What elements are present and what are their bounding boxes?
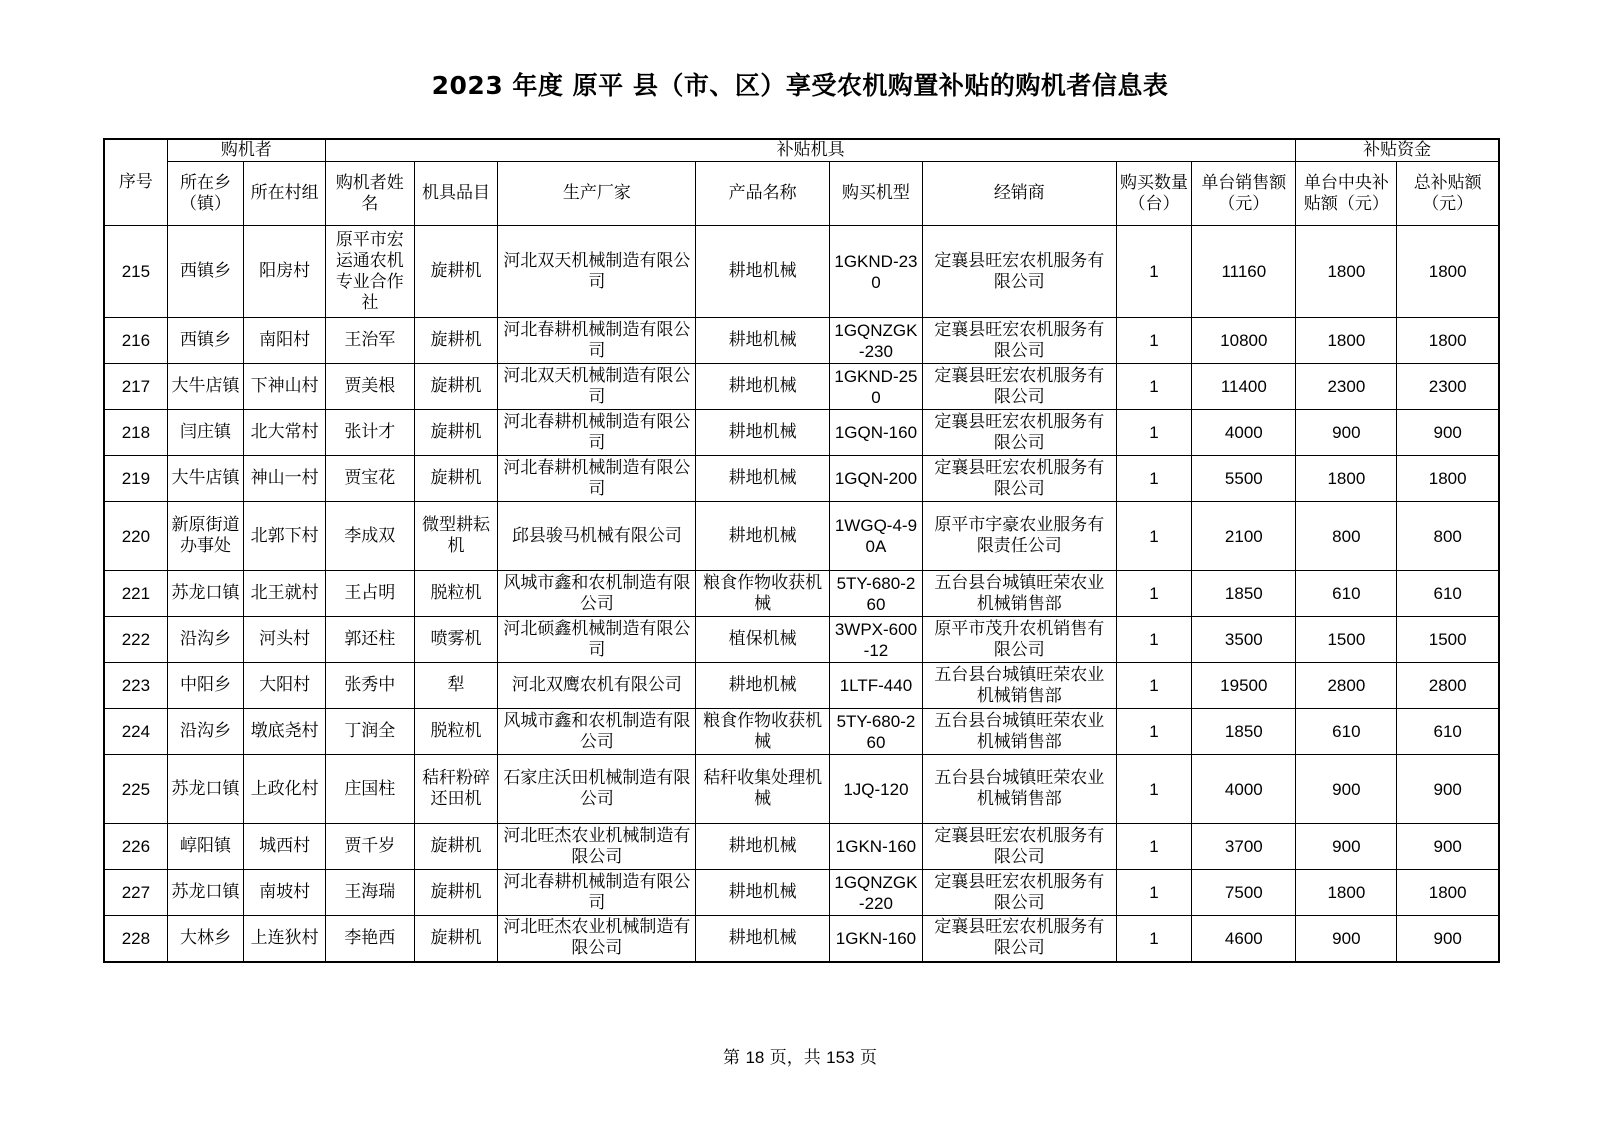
cell-dealer: 五台县台城镇旺荣农业机械销售部 [922,663,1116,709]
cell-buyer-name: 贾千岁 [325,824,414,870]
cell-unit-price: 10800 [1192,318,1296,364]
cell-total-subsidy: 610 [1397,571,1499,617]
cell-product: 耕地机械 [696,870,830,916]
table-row [104,226,1499,318]
cell-dealer: 原平市宇豪农业服务有限责任公司 [922,502,1116,571]
cell-dealer: 五台县台城镇旺荣农业机械销售部 [922,709,1116,755]
cell-quantity: 1 [1116,571,1192,617]
cell-central-subsidy: 900 [1296,755,1397,824]
cell-seq: 217 [104,364,167,410]
table-row [104,709,1499,755]
cell-township: 大牛店镇 [167,456,244,502]
cell-manufacturer: 河北双天机械制造有限公司 [498,226,696,318]
cell-manufacturer: 石家庄沃田机械制造有限公司 [498,755,696,824]
table-row [104,663,1499,709]
cell-model: 1GQNZGK-230 [830,318,923,364]
cell-township: 大林乡 [167,916,244,962]
cell-total-subsidy: 900 [1397,755,1499,824]
cell-category: 旋耕机 [414,456,498,502]
cell-buyer-name: 庄国柱 [325,755,414,824]
cell-dealer: 定襄县旺宏农机服务有限公司 [922,226,1116,318]
cell-quantity: 1 [1116,824,1192,870]
cell-category: 旋耕机 [414,916,498,962]
cell-product: 耕地机械 [696,663,830,709]
cell-dealer: 定襄县旺宏农机服务有限公司 [922,318,1116,364]
cell-seq: 218 [104,410,167,456]
cell-total-subsidy: 900 [1397,410,1499,456]
table-row [104,318,1499,364]
cell-manufacturer: 河北春耕机械制造有限公司 [498,456,696,502]
header-category: 机具品目 [414,162,498,226]
cell-total-subsidy: 1500 [1397,617,1499,663]
cell-product: 耕地机械 [696,318,830,364]
cell-product: 耕地机械 [696,824,830,870]
cell-seq: 223 [104,663,167,709]
cell-central-subsidy: 1800 [1296,870,1397,916]
cell-model: 1JQ-120 [830,755,923,824]
cell-village: 北郭下村 [244,502,326,571]
table-row [104,870,1499,916]
cell-total-subsidy: 2300 [1397,364,1499,410]
cell-village: 下神山村 [244,364,326,410]
cell-buyer-name: 张计才 [325,410,414,456]
cell-category: 旋耕机 [414,226,498,318]
cell-dealer: 定襄县旺宏农机服务有限公司 [922,364,1116,410]
cell-manufacturer: 河北旺杰农业机械制造有限公司 [498,824,696,870]
cell-unit-price: 3700 [1192,824,1296,870]
cell-model: 5TY-680-260 [830,709,923,755]
cell-manufacturer: 风城市鑫和农机制造有限公司 [498,709,696,755]
cell-category: 旋耕机 [414,410,498,456]
table-row [104,916,1499,962]
cell-dealer: 定襄县旺宏农机服务有限公司 [922,916,1116,962]
cell-product: 耕地机械 [696,364,830,410]
cell-central-subsidy: 900 [1296,410,1397,456]
header-seq: 序号 [104,139,167,226]
header-village: 所在村组 [244,162,326,226]
cell-central-subsidy: 800 [1296,502,1397,571]
cell-central-subsidy: 900 [1296,824,1397,870]
cell-village: 河头村 [244,617,326,663]
cell-category: 脱粒机 [414,709,498,755]
cell-model: 5TY-680-260 [830,571,923,617]
cell-village: 南阳村 [244,318,326,364]
cell-central-subsidy: 1800 [1296,226,1397,318]
cell-central-subsidy: 1800 [1296,318,1397,364]
header-buyer-name: 购机者姓名 [325,162,414,226]
cell-model: 1LTF-440 [830,663,923,709]
cell-central-subsidy: 610 [1296,571,1397,617]
cell-model: 1GQNZGK-220 [830,870,923,916]
cell-product: 耕地机械 [696,456,830,502]
cell-township: 西镇乡 [167,318,244,364]
cell-seq: 224 [104,709,167,755]
cell-seq: 215 [104,226,167,318]
cell-total-subsidy: 1800 [1397,226,1499,318]
cell-unit-price: 4600 [1192,916,1296,962]
cell-village: 上政化村 [244,755,326,824]
cell-township: 新原街道办事处 [167,502,244,571]
cell-product: 粮食作物收获机械 [696,709,830,755]
cell-model: 1GQN-200 [830,456,923,502]
cell-quantity: 1 [1116,318,1192,364]
cell-manufacturer: 风城市鑫和农机制造有限公司 [498,571,696,617]
cell-category: 脱粒机 [414,571,498,617]
cell-central-subsidy: 1800 [1296,456,1397,502]
cell-buyer-name: 贾美根 [325,364,414,410]
cell-unit-price: 3500 [1192,617,1296,663]
cell-township: 苏龙口镇 [167,571,244,617]
table-row [104,824,1499,870]
cell-buyer-name: 郭还柱 [325,617,414,663]
cell-total-subsidy: 900 [1397,916,1499,962]
cell-township: 苏龙口镇 [167,755,244,824]
table-row [104,456,1499,502]
cell-dealer: 五台县台城镇旺荣农业机械销售部 [922,571,1116,617]
cell-village: 神山一村 [244,456,326,502]
cell-buyer-name: 王海瑞 [325,870,414,916]
cell-seq: 216 [104,318,167,364]
header-group-buyer: 购机者 [167,139,325,162]
cell-manufacturer: 河北硕鑫机械制造有限公司 [498,617,696,663]
table-row [104,410,1499,456]
footer-page-number: 18 [745,1048,765,1067]
cell-model: 1GKN-160 [830,824,923,870]
header-group-machine: 补贴机具 [325,139,1295,162]
cell-category: 微型耕耘机 [414,502,498,571]
subsidy-table [103,138,1500,963]
cell-unit-price: 11160 [1192,226,1296,318]
cell-seq: 228 [104,916,167,962]
cell-village: 上连狄村 [244,916,326,962]
cell-township: 中阳乡 [167,663,244,709]
cell-model: 1GKND-250 [830,364,923,410]
cell-unit-price: 4000 [1192,410,1296,456]
footer-mid: 页，共 [769,1048,821,1068]
footer-prefix: 第 [723,1048,741,1068]
cell-manufacturer: 河北双鹰农机有限公司 [498,663,696,709]
cell-category: 旋耕机 [414,824,498,870]
cell-buyer-name: 原平市宏运通农机专业合作社 [325,226,414,318]
cell-village: 阳房村 [244,226,326,318]
cell-seq: 225 [104,755,167,824]
cell-village: 北王就村 [244,571,326,617]
cell-category: 秸秆粉碎还田机 [414,755,498,824]
cell-model: 1GKND-230 [830,226,923,318]
cell-total-subsidy: 1800 [1397,456,1499,502]
cell-township: 西镇乡 [167,226,244,318]
cell-dealer: 定襄县旺宏农机服务有限公司 [922,870,1116,916]
page-title: 2023 年度 原平 县（市、区）享受农机购置补贴的购机者信息表 [431,71,1169,100]
cell-total-subsidy: 1800 [1397,870,1499,916]
cell-quantity: 1 [1116,364,1192,410]
cell-quantity: 1 [1116,502,1192,571]
cell-quantity: 1 [1116,663,1192,709]
cell-buyer-name: 王治军 [325,318,414,364]
cell-village: 城西村 [244,824,326,870]
cell-township: 沿沟乡 [167,709,244,755]
cell-township: 苏龙口镇 [167,870,244,916]
cell-buyer-name: 李艳西 [325,916,414,962]
header-central-subsidy: 单台中央补贴额（元） [1296,162,1397,226]
cell-total-subsidy: 800 [1397,502,1499,571]
cell-unit-price: 7500 [1192,870,1296,916]
cell-dealer: 定襄县旺宏农机服务有限公司 [922,410,1116,456]
cell-manufacturer: 河北双天机械制造有限公司 [498,364,696,410]
table-row [104,571,1499,617]
header-unit-price: 单台销售额（元） [1192,162,1296,226]
cell-seq: 220 [104,502,167,571]
cell-central-subsidy: 610 [1296,709,1397,755]
footer-total-pages: 153 [826,1048,855,1067]
cell-seq: 226 [104,824,167,870]
cell-category: 旋耕机 [414,318,498,364]
cell-unit-price: 1850 [1192,709,1296,755]
cell-buyer-name: 李成双 [325,502,414,571]
cell-seq: 227 [104,870,167,916]
cell-buyer-name: 王占明 [325,571,414,617]
header-model: 购买机型 [830,162,923,226]
cell-quantity: 1 [1116,410,1192,456]
header-total-subsidy: 总补贴额（元） [1397,162,1499,226]
cell-product: 耕地机械 [696,410,830,456]
cell-unit-price: 1850 [1192,571,1296,617]
cell-dealer: 定襄县旺宏农机服务有限公司 [922,824,1116,870]
header-manufacturer: 生产厂家 [498,162,696,226]
footer-suffix: 页 [859,1048,877,1068]
cell-central-subsidy: 2300 [1296,364,1397,410]
cell-quantity: 1 [1116,709,1192,755]
header-township: 所在乡（镇） [167,162,244,226]
cell-township: 沿沟乡 [167,617,244,663]
cell-manufacturer: 河北春耕机械制造有限公司 [498,410,696,456]
cell-buyer-name: 张秀中 [325,663,414,709]
cell-dealer: 原平市茂升农机销售有限公司 [922,617,1116,663]
cell-central-subsidy: 2800 [1296,663,1397,709]
cell-quantity: 1 [1116,870,1192,916]
cell-buyer-name: 丁润全 [325,709,414,755]
header-quantity: 购买数量（台） [1116,162,1192,226]
cell-village: 南坡村 [244,870,326,916]
cell-quantity: 1 [1116,456,1192,502]
cell-total-subsidy: 2800 [1397,663,1499,709]
cell-buyer-name: 贾宝花 [325,456,414,502]
cell-township: 大牛店镇 [167,364,244,410]
cell-category: 旋耕机 [414,870,498,916]
cell-unit-price: 19500 [1192,663,1296,709]
cell-model: 1GKN-160 [830,916,923,962]
cell-product: 粮食作物收获机械 [696,571,830,617]
cell-product: 耕地机械 [696,916,830,962]
cell-manufacturer: 邱县骏马机械有限公司 [498,502,696,571]
cell-quantity: 1 [1116,755,1192,824]
cell-village: 大阳村 [244,663,326,709]
cell-village: 北大常村 [244,410,326,456]
cell-village: 墩底尧村 [244,709,326,755]
cell-quantity: 1 [1116,617,1192,663]
cell-category: 犁 [414,663,498,709]
cell-total-subsidy: 610 [1397,709,1499,755]
header-dealer: 经销商 [922,162,1116,226]
cell-manufacturer: 河北春耕机械制造有限公司 [498,318,696,364]
cell-unit-price: 4000 [1192,755,1296,824]
cell-unit-price: 2100 [1192,502,1296,571]
cell-category: 喷雾机 [414,617,498,663]
cell-product: 耕地机械 [696,502,830,571]
cell-total-subsidy: 1800 [1397,318,1499,364]
cell-product: 秸秆收集处理机械 [696,755,830,824]
cell-seq: 219 [104,456,167,502]
cell-total-subsidy: 900 [1397,824,1499,870]
cell-unit-price: 5500 [1192,456,1296,502]
header-group-funds: 补贴资金 [1296,139,1499,162]
cell-product: 植保机械 [696,617,830,663]
cell-manufacturer: 河北春耕机械制造有限公司 [498,870,696,916]
cell-quantity: 1 [1116,226,1192,318]
cell-township: 崞阳镇 [167,824,244,870]
cell-unit-price: 11400 [1192,364,1296,410]
cell-quantity: 1 [1116,916,1192,962]
table-row [104,617,1499,663]
cell-model: 3WPX-600-12 [830,617,923,663]
cell-seq: 222 [104,617,167,663]
cell-model: 1WGQ-4-90A [830,502,923,571]
table-row [104,502,1499,571]
cell-product: 耕地机械 [696,226,830,318]
table-row [104,755,1499,824]
cell-category: 旋耕机 [414,364,498,410]
cell-dealer: 定襄县旺宏农机服务有限公司 [922,456,1116,502]
cell-dealer: 五台县台城镇旺荣农业机械销售部 [922,755,1116,824]
cell-central-subsidy: 1500 [1296,617,1397,663]
header-product: 产品名称 [696,162,830,226]
cell-manufacturer: 河北旺杰农业机械制造有限公司 [498,916,696,962]
cell-township: 闫庄镇 [167,410,244,456]
cell-model: 1GQN-160 [830,410,923,456]
cell-central-subsidy: 900 [1296,916,1397,962]
table-row [104,364,1499,410]
cell-seq: 221 [104,571,167,617]
page-footer [0,1043,1600,1068]
